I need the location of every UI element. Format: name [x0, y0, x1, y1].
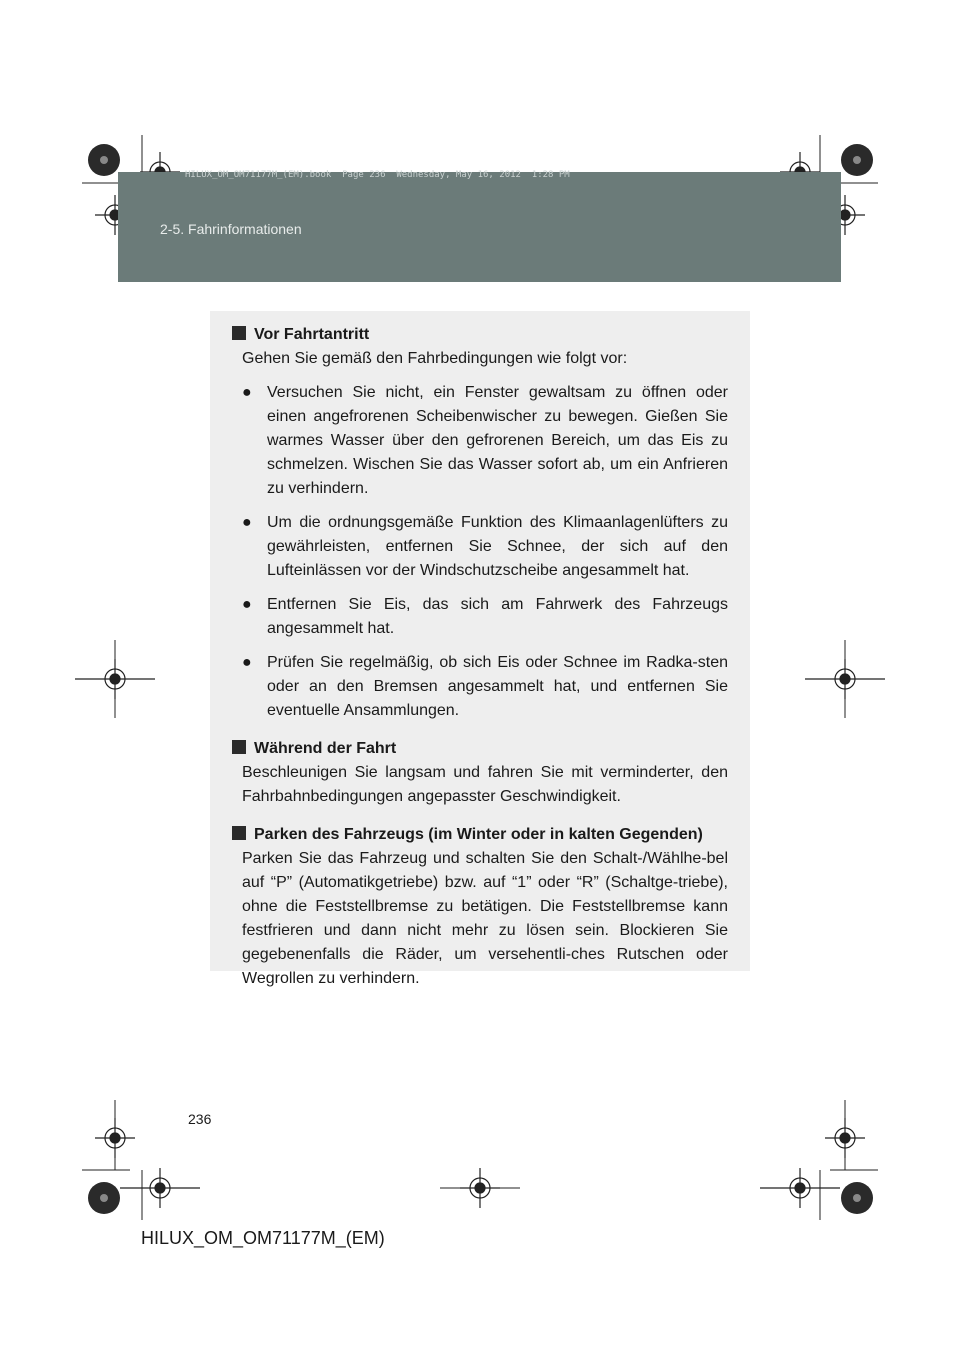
square-marker-icon [232, 326, 246, 340]
list-item [242, 511, 728, 583]
section-title [232, 737, 728, 761]
square-marker-icon [232, 740, 246, 754]
list-item [242, 651, 728, 723]
list-item [242, 381, 728, 501]
section-label: 2-5. Fahrinformationen [160, 221, 302, 237]
section-intro: Gehen Sie gemäß den Fahrbedingungen wie folgt vor: [242, 350, 628, 367]
page-number: 236 [188, 1111, 212, 1127]
bullet-icon: ● [242, 384, 252, 401]
section-body: Parken Sie das Fahrzeug und schalten Sie den Schalt-/Wählhe-bel auf “P” (Automatikgetriebe) bzw. auf “1” oder “R” (Schaltge-triebe), ohne die Feststellbremse zu betätigen. Die Feststellbremse kann festfrieren und dann nicht mehr zu lösen sein. Blockieren Sie gegebenenfalls die Räder, um versehentli-ches Rutschen oder Wegrollen zu verhindern. [242, 850, 728, 987]
list-item [242, 593, 728, 641]
section-before-driving [232, 323, 728, 723]
info-box [210, 311, 750, 987]
section-title-text: Während der Fahrt [254, 740, 397, 757]
square-marker-icon [232, 826, 246, 840]
section-while-driving [232, 737, 728, 809]
bullet-icon: ● [242, 654, 252, 671]
book-meta-line: HILUX_OM_OM71177M_(EM).book Page 236 Wednesday, May 16, 2012 1:28 PM [185, 170, 570, 180]
document-code: HILUX_OM_OM71177M_(EM) [141, 1228, 385, 1248]
bullet-icon: ● [242, 514, 252, 531]
bullet-icon: ● [242, 596, 252, 613]
section-parking [232, 823, 728, 991]
section-body: Beschleunigen Sie langsam und fahren Sie mit verminderter, den Fahrbahnbedingungen angepasster Geschwindigkeit. [242, 764, 728, 805]
list-item-text: Entfernen Sie Eis, das sich am Fahrwerk des Fahrzeugs angesammelt hat. [267, 596, 728, 637]
list-item-text: Prüfen Sie regelmäßig, ob sich Eis oder Schnee im Radka-sten oder an den Bremsen angesammelt hat, und entfernen Sie eventuelle Ansammlungen. [267, 654, 728, 719]
list-item-text: Um die ordnungsgemäße Funktion des Klimaanlagenlüfters zu gewährleisten, entfernen Sie Schnee, der sich auf den Lufteinlässen vor der Windschutzscheibe angesammelt hat. [267, 514, 728, 579]
section-title [232, 823, 728, 847]
section-title-text: Parken des Fahrzeugs (im Winter oder in kalten Gegenden) [254, 826, 703, 843]
section-title [232, 323, 728, 347]
list-item-text: Versuchen Sie nicht, ein Fenster gewaltsam zu öffnen oder einen angefrorenen Scheibenwischer zu bewegen. Gießen Sie warmes Wasser über den gefrorenen Bereich, um das Eis zu schmelzen. Wischen Sie das Wasser sofort ab, um ein Anfrieren zu verhindern. [267, 384, 728, 497]
section-title-text: Vor Fahrtantritt [254, 326, 370, 343]
